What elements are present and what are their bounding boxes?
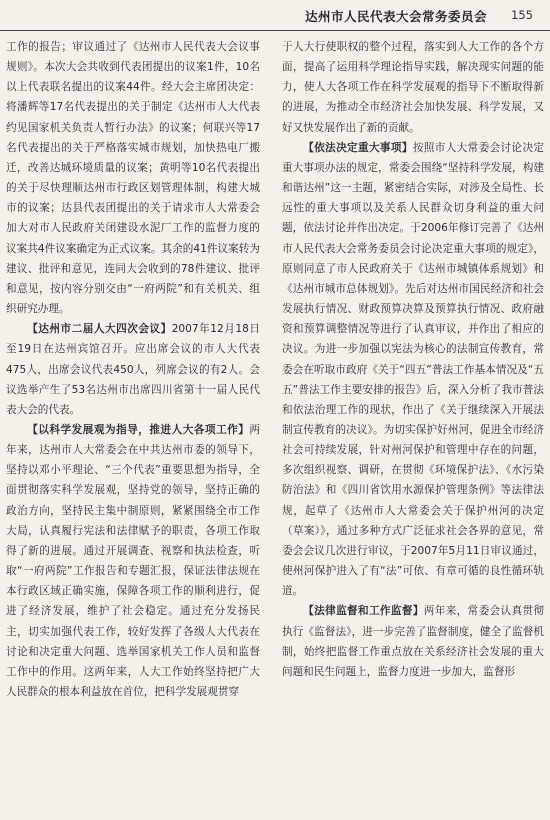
section-heading: 【依法决定重大事项】 bbox=[303, 141, 413, 154]
paragraph-body: 2007年12月18日至19日在达州宾馆召开。应出席会议的市人大代表475人，出席会议代表450人，列席会议的有2人。会议选举产生了53名达州市出席四川省第十一届人民代表大会的代表。 bbox=[6, 323, 260, 416]
paragraph-body: 两年来，常委会认真贯彻执行《监督法》，进一步完善了监督制度，健全了监督机制，始终把监督工作重点放在关系经济社会发展的重大问题和民生问题上，监督力度进一步加大，监督形 bbox=[282, 605, 545, 678]
running-title: 达州市人民代表大会常务委员会 bbox=[305, 9, 488, 24]
paragraph bbox=[282, 138, 544, 602]
section-heading: 【以科学发展观为指导，推进人大各项工作】 bbox=[27, 423, 250, 436]
paragraph bbox=[282, 601, 544, 682]
paragraph: 工作的报告；审议通过了《达州市人民代表大会议事规则》。本次大会共收到代表团提出的议案1件，10名以上代表联名提出的议案44件。经大会主席团决定：将潘辉等17名代表提出的关于制定《达州市人大代表约见国家机关负责人暂行办法》的议案；何联兴等17名代表提出的关于严格落实城市规划，加快热电厂搬迁，改善达城环境质量的议案；黄明等10名代表提出的关于尽快理顺达州市行政区划管理体制，构建大城市的议案；达县代表团提出的关于请求市人大常委会加大对市人民政府关闭建设水泥厂工作的监督力度的议案共4件议案确定为正式议案。其余的41件议案转为建议、批评和意见，连同大会收到的78件建议、批评和意见，按内容分别交由“一府两院”和有关机关、组织研究办理。 bbox=[6, 41, 260, 316]
page-number: 155 bbox=[511, 8, 533, 22]
paragraph bbox=[6, 319, 260, 420]
section-heading: 【法律监督和工作监督】 bbox=[303, 605, 424, 618]
paragraph-body: 按照市人大常委会讨论决定重大事项办法的规定，常委会围绕“坚持科学发展，构建和谐达州”这一主题，紧密结合实际，对涉及全局性、长远性的重大事项以及关系人民群众切身利益的重大问题，依法讨论并作出决定。于2006年修订完善了《达州市人民代表大会常务委员会讨论决定重大事项的规定》，原则同意了市人民政府关于《达州市城镇体系规划》和《达州市城市总体规划》。先后对达州市国民经济和社会发展执行情况、财政预算决算及预算执行情况、政府融资和预算调整情况等进行了认真审议，并作出了相应的决议。为进一步加强以宪法为核心的法制宣传教育，常委会在听取市政府《关于“四五”普法工作基本情况及“五五”普法工作主要安排的报告》后，深入分析了我市普法和依法治理工作的现状，作出了《关于继续深入开展法制宣传教育的决议》。为切实保护好州河，促进全市经济社会可持续发展，针对州河保护和管理中存在的问题，多次组织视察、调研，在贯彻《环境保护法》、《水污染防治法》和《四川省饮用水源保护管理条例》等法律法规，起草了《达州市人大常委会关于保护州河的决定（草案）》，通过多种方式广泛征求社会各界的意见，常委会会议几次进行审议，于2007年5月11日审议通过，使州河保护进入了有“法”可依、有章可循的良性循环轨道。 bbox=[282, 141, 545, 598]
left-column bbox=[6, 37, 260, 702]
paragraph-body: 两年来，达州市人大常委会在中共达州市委的领导下，坚持以邓小平理论、“三个代表”重要思想为指导，全面贯彻落实科学发展观，坚持党的领导，坚持正确的政治方向，坚持民主集中制原则，紧紧围绕全市工作大局，认真履行宪法和法律赋予的职责，各项工作取得了新的进展。通过开展调查、视察和执法检查，听取“一府两院”工作报告和专题汇报，保证法律法规在本行政区域正确实施，保障各项工作的顺利进行，促进了经济发展，维护了社会稳定。通过充分发扬民主，切实加强代表工作，较好发挥了各级人大代表在讨论和决定重大问题、选举国家机关工作人员和监督工作中的作用。这两年来，人大工作始终坚持把广大人民群众的根本利益放在首位，把科学发展观贯穿 bbox=[6, 423, 260, 698]
paragraph bbox=[6, 420, 260, 702]
section-heading: 【达州市二届人大四次会议】 bbox=[27, 323, 172, 336]
paragraph: 于人大行使职权的整个过程，落实到人大工作的各个方面，提高了运用科学理论指导实践，解决现实问题的能力，使人大各项工作在科学发展观的指导下不断取得新的进展，为推动全市经济社会加快发展、科学发展，又好又快发展作出了新的贡献。 bbox=[282, 41, 544, 134]
page-header bbox=[0, 0, 550, 31]
right-column bbox=[282, 37, 544, 682]
